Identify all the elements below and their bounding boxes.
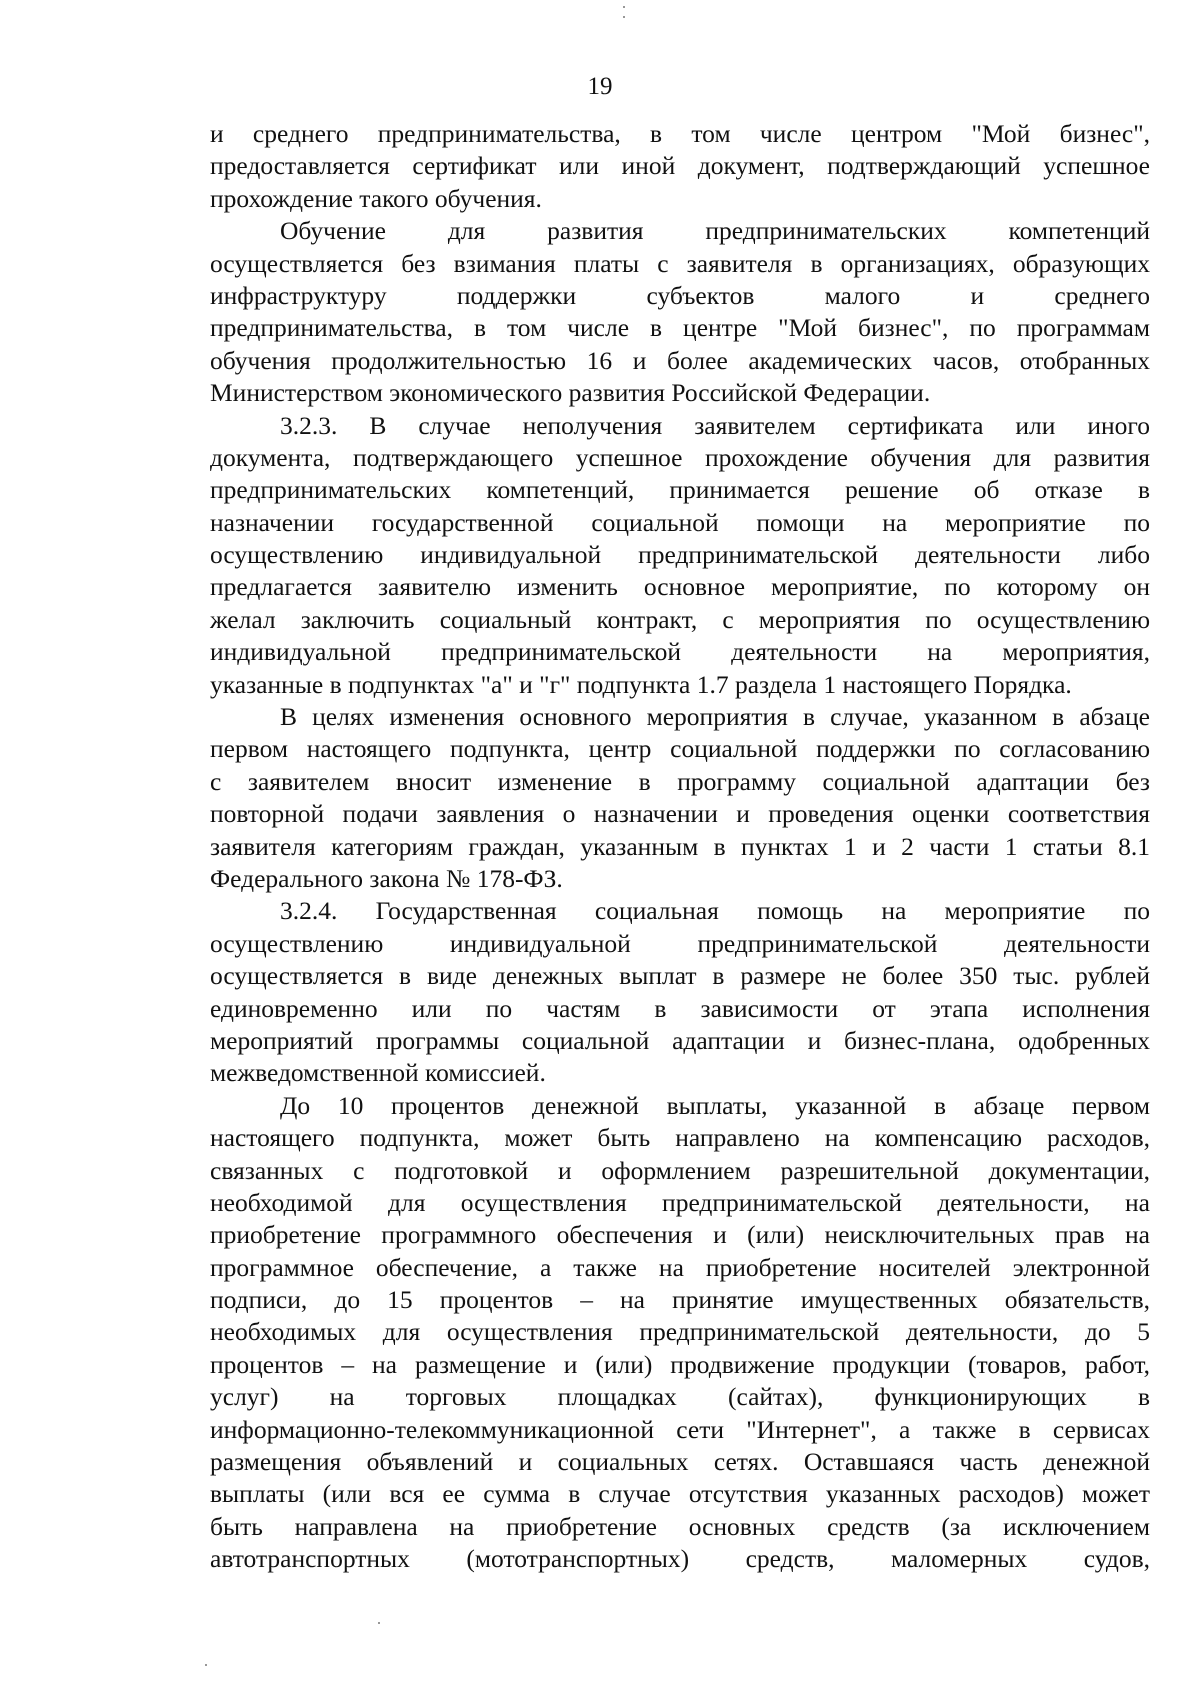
text-line: необходимой для осуществления предпринимательской деятельности, на [210, 1187, 1150, 1217]
document-body [210, 118, 1150, 1576]
text-line: предпринимательства, в том числе в центре "Мой бизнес", по программам [210, 313, 1150, 343]
text-line: 3.2.3. В случае неполучения заявителем сертификата или иного [280, 410, 1150, 440]
text-line: услуг) на торговых площадках (сайтах), функционирующих в [210, 1382, 1150, 1412]
text-line: осуществляется без взимания платы с заявителя в организациях, образующих [210, 248, 1150, 278]
text-line: Обучение для развития предпринимательских компетенций [280, 216, 1150, 246]
text-line: Федерального закона № 178-ФЗ. [210, 863, 563, 893]
text-line: индивидуальной предпринимательской деятельности на мероприятия, [210, 637, 1150, 667]
text-line: подписи, до 15 процентов – на принятие имущественных обязательств, [210, 1285, 1150, 1315]
text-line: настоящего подпункта, может быть направлено на компенсацию расходов, [210, 1123, 1150, 1153]
text-line: осуществлению индивидуальной предпринимательской деятельности [210, 928, 1150, 958]
text-line: осуществлению индивидуальной предпринимательской деятельности либо [210, 540, 1150, 570]
text-line: назначении государственной социальной помощи на мероприятие по [210, 507, 1150, 537]
text-line: необходимых для осуществления предпринимательской деятельности, до 5 [210, 1317, 1150, 1347]
scan-speck [623, 6, 625, 8]
text-line: осуществляется в виде денежных выплат в размере не более 350 тыс. рублей [210, 961, 1150, 991]
text-line: размещения объявлений и социальных сетях. Оставшаяся часть денежной [210, 1447, 1150, 1477]
text-line: программное обеспечение, а также на приобретение носителей электронной [210, 1252, 1150, 1282]
text-line: 3.2.4. Государственная социальная помощь на мероприятие по [280, 896, 1150, 926]
text-line: повторной подачи заявления о назначении и проведения оценки соответствия [210, 799, 1150, 829]
page-number: 19 [587, 73, 613, 100]
text-line: предпринимательских компетенций, принимается решение об отказе в [210, 475, 1150, 505]
text-line: информационно-телекоммуникационной сети "Интернет", а также в сервисах [210, 1414, 1150, 1444]
text-line: быть направлена на приобретение основных средств (за исключением [210, 1511, 1150, 1541]
text-line: с заявителем вносит изменение в программу социальной адаптации без [210, 766, 1150, 796]
text-line: документа, подтверждающего успешное прохождение обучения для развития [210, 442, 1150, 472]
text-line: До 10 процентов денежной выплаты, указанной в абзаце первом [280, 1090, 1150, 1120]
scan-speck [205, 1664, 207, 1666]
text-line: связанных с подготовкой и оформлением разрешительной документации, [210, 1155, 1150, 1185]
text-line: желал заключить социальный контракт, с мероприятия по осуществлению [210, 604, 1150, 634]
text-line: предлагается заявителю изменить основное мероприятие, по которому он [210, 572, 1150, 602]
text-line: приобретение программного обеспечения и (или) неисключительных прав на [210, 1220, 1150, 1250]
text-line: Министерством экономического развития Российской Федерации. [210, 378, 931, 408]
text-line: прохождение такого обучения. [210, 183, 542, 213]
text-line: первом настоящего подпункта, центр социальной поддержки по согласованию [210, 734, 1150, 764]
text-line: процентов – на размещение и (или) продвижение продукции (товаров, работ, [210, 1349, 1150, 1379]
text-line: В целях изменения основного мероприятия в случае, указанном в абзаце [280, 702, 1150, 732]
text-line: заявителя категориям граждан, указанным в пунктах 1 и 2 части 1 статьи 8.1 [210, 831, 1150, 861]
text-line: и среднего предпринимательства, в том числе центром "Мой бизнес", [210, 119, 1150, 148]
text-line: указанные в подпунктах "а" и "г" подпункта 1.7 раздела 1 настоящего Порядка. [210, 669, 1072, 699]
text-line: инфраструктуру поддержки субъектов малого и среднего [210, 280, 1150, 310]
text-line: выплаты (или вся ее сумма в случае отсутствия указанных расходов) может [210, 1479, 1150, 1509]
text-line: обучения продолжительностью 16 и более академических часов, отобранных [210, 345, 1150, 375]
text-line: предоставляется сертификат или иной документ, подтверждающий успешное [210, 151, 1150, 181]
scan-speck [378, 1622, 380, 1624]
text-line: единовременно или по частям в зависимости от этапа исполнения [210, 993, 1150, 1023]
text-line: межведомственной комиссией. [210, 1058, 546, 1088]
text-line: мероприятий программы социальной адаптации и бизнес-плана, одобренных [210, 1025, 1150, 1055]
scan-speck [623, 16, 625, 18]
text-line: автотранспортных (мототранспортных) средств, маломерных судов, [210, 1544, 1150, 1574]
